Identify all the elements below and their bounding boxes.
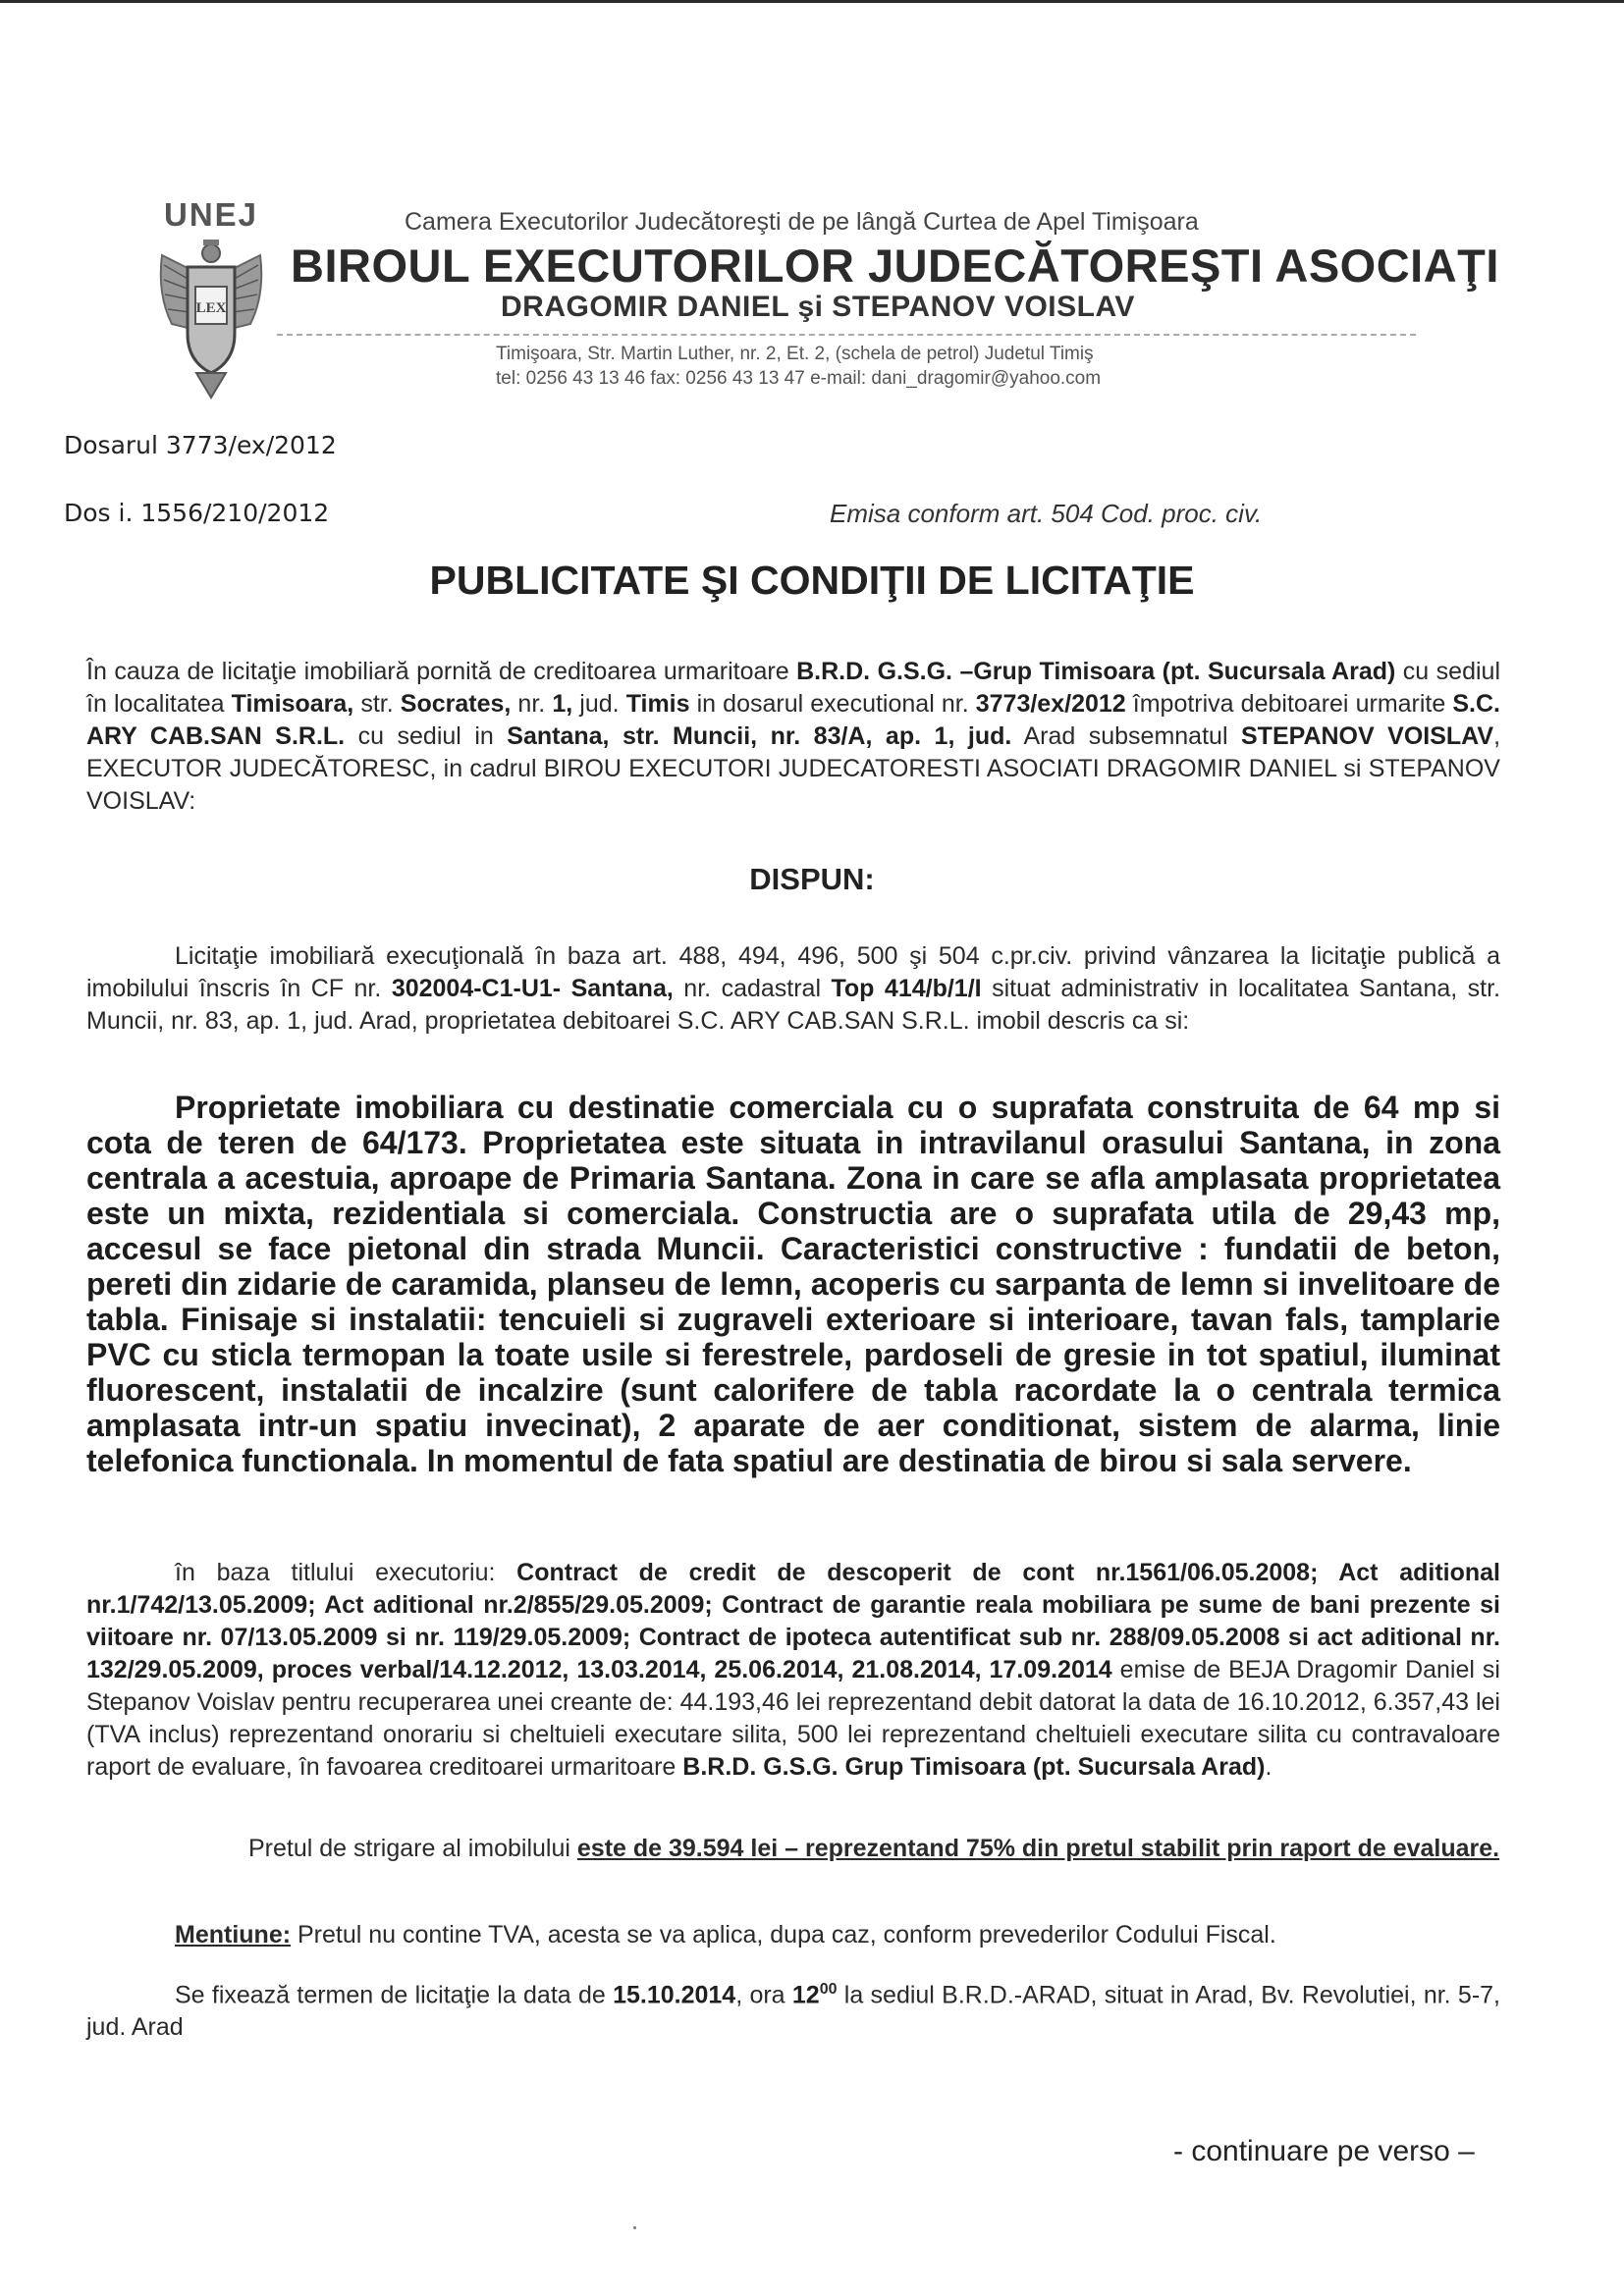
dos-i-number: Dos i. 1556/210/2012 [64,499,330,527]
office-address: Timişoara, Str. Martin Luther, nr. 2, Et. 2, (schela de petrol) Judetul Timiş [496,344,1094,364]
document-title: PUBLICITATE ŞI CONDIŢII DE LICITAŢIE [429,558,1195,603]
auction-paragraph: Licitaţie imobiliară execuţională în baza art. 488, 494, 496, 500 şi 504 c.pr.civ. privind vânzarea la licitaţie publică a imobilului înscris în CF nr. 302004-C1-U1- Santana, nr. cadastral Top 414/b/1/I situat administrativ in localitatea Santana, str. Muncii, nr. 83, ap. 1, jud. Arad, proprietatea debitoarei S.C. ARY CAB.SAN S.R.L. imobil descris ca si: [86,942,1501,1035]
coat-of-arms-icon [152,236,270,402]
seal-lex-text: LEX [195,300,227,316]
executor-names: DRAGOMIR DANIEL şi STEPANOV VOISLAV [501,291,1135,323]
continued-on-back-note: - continuare pe verso – [1173,2135,1475,2167]
enforcement-title-paragraph: în baza titlului executoriu: Contract de credit de descoperit de cont nr.1561/06.05.2008; Act aditional nr.1/742/13.05.2009; Act aditional nr.2/855/29.05.2009; Contract de garantie reala mobiliara pe sume de bani prezente si viitoare nr. 07/13.05.2009 si nr. 119/29.05.2009; Contract de ipoteca autentificat sub nr. 288/09.05.2008 si act aditional nr. 132/29.05.2009, proces verbal/14.12.2012, 13.03.2014, 25.06.2014, 21.08.2014, 17.09.2014 emise de BEJA Dragomir Daniel si Stepanov Voislav pentru recuperarea unei creante de: 44.193,46 lei reprezentand debit datorat la data de 16.10.2012, 6.357,43 lei (TVA inclus) reprezentand onorariu si cheltuieli executare silita, 500 lei reprezentand cheltuieli executare silita cu contravaloare raport de evaluare, în favoarea creditoarei urmaritoare B.R.D. G.S.G. Grup Timisoara (pt. Sucursala Arad). [86,1559,1500,1781]
unej-logo [147,196,275,402]
chamber-line: Camera Executorilor Judecătoreşti de pe lângă Curtea de Apel Timişoara [405,208,1199,236]
intro-paragraph: În cauza de licitaţie imobiliară pornită de creditoarea urmaritoare B.R.D. G.S.G. –Grup Timisoara (pt. Sucursala Arad) cu sediul în localitatea Timisoara, str. Socrates, nr. 1, jud. Timis in dosarul executional nr. 3773/ex/2012 împotriva debitoarei urmarite S.C. ARY CAB.SAN S.R.L. cu sediul in Santana, str. Muncii, nr. 83/A, ap. 1, jud. Arad subsemnatul STEPANOV VOISLAV, EXECUTOR JUDECĂTORESC, in cadrul BIROU EXECUTORI JUDECATORESTI ASOCIATI DRAGOMIR DANIEL si STEPANOV VOISLAV: [86,658,1501,815]
dispun-heading: DISPUN: [749,862,875,896]
issued-per-note: Emisa conform art. 504 Cod. proc. civ. [830,499,1263,528]
logo-text: UNEJ [163,196,259,233]
header-divider [277,334,1416,336]
scan-speck [633,2226,636,2229]
auction-date-paragraph: Se fixează termen de licitaţie la data de 15.10.2014, ora $12^{00}$ la sediul B.R.D.-ARAD, situat in Arad, Bv. Revolutiei, nr. 5-7, jud. Arad [86,1981,1500,2042]
mention-paragraph: Mentiune: Pretul nu contine TVA, acesta se va aplica, dupa caz, conform prevederilor Codului Fiscal. [175,1921,1276,1949]
page-top-rule [0,0,1624,3]
office-title: BIROUL EXECUTORILOR JUDECĂTOREŞTI ASOCIAŢI [291,240,1499,292]
office-contact: tel: 0256 43 13 46 fax: 0256 43 13 47 e-mail: dani_dragomir@yahoo.com [496,368,1102,389]
starting-price-paragraph: Pretul de strigare al imobilului este de 39.594 lei – reprezentand 75% din pretul stabilit prin raport de evaluare. [248,1835,1500,1862]
case-file-number: Dosarul 3773/ex/2012 [64,431,337,459]
property-description: Proprietate imobiliara cu destinatie comerciala cu o suprafata construita de 64 mp si cota de teren de 64/173. Proprietatea este situata in intravilanul orasului Santana, in zona centrala a acestuia, aproape de Primaria Santana. Zona in care se afla amplasata proprietatea este un mixta, rezidentiala si comerciala. Constructia are o suprafata utila de 29,43 mp, accesul se face pietonal din strada Muncii. Caracteristici constructive : fundatii de beton, pereti din zidarie de caramida, planseu de lemn, acoperis cu sarpanta de lemn si invelitoare de tabla. Finisaje si instalatii: tencuieli si zugraveli exterioare si interioare, tavan fals, tamplarie PVC cu sticla termopan la toate usile si ferestrele, pardoseli de gresie in tot spatiul, iluminat fluorescent, instalatii de incalzire (sunt calorifere de tabla racordate la o centrala termica amplasata intr-un spatiu invecinat), 2 aparate de aer conditionat, sistem de alarma, linie telefonica functionala. In momentul de fata spatiul are destinatia de birou si sala servere. [86,1090,1500,1478]
